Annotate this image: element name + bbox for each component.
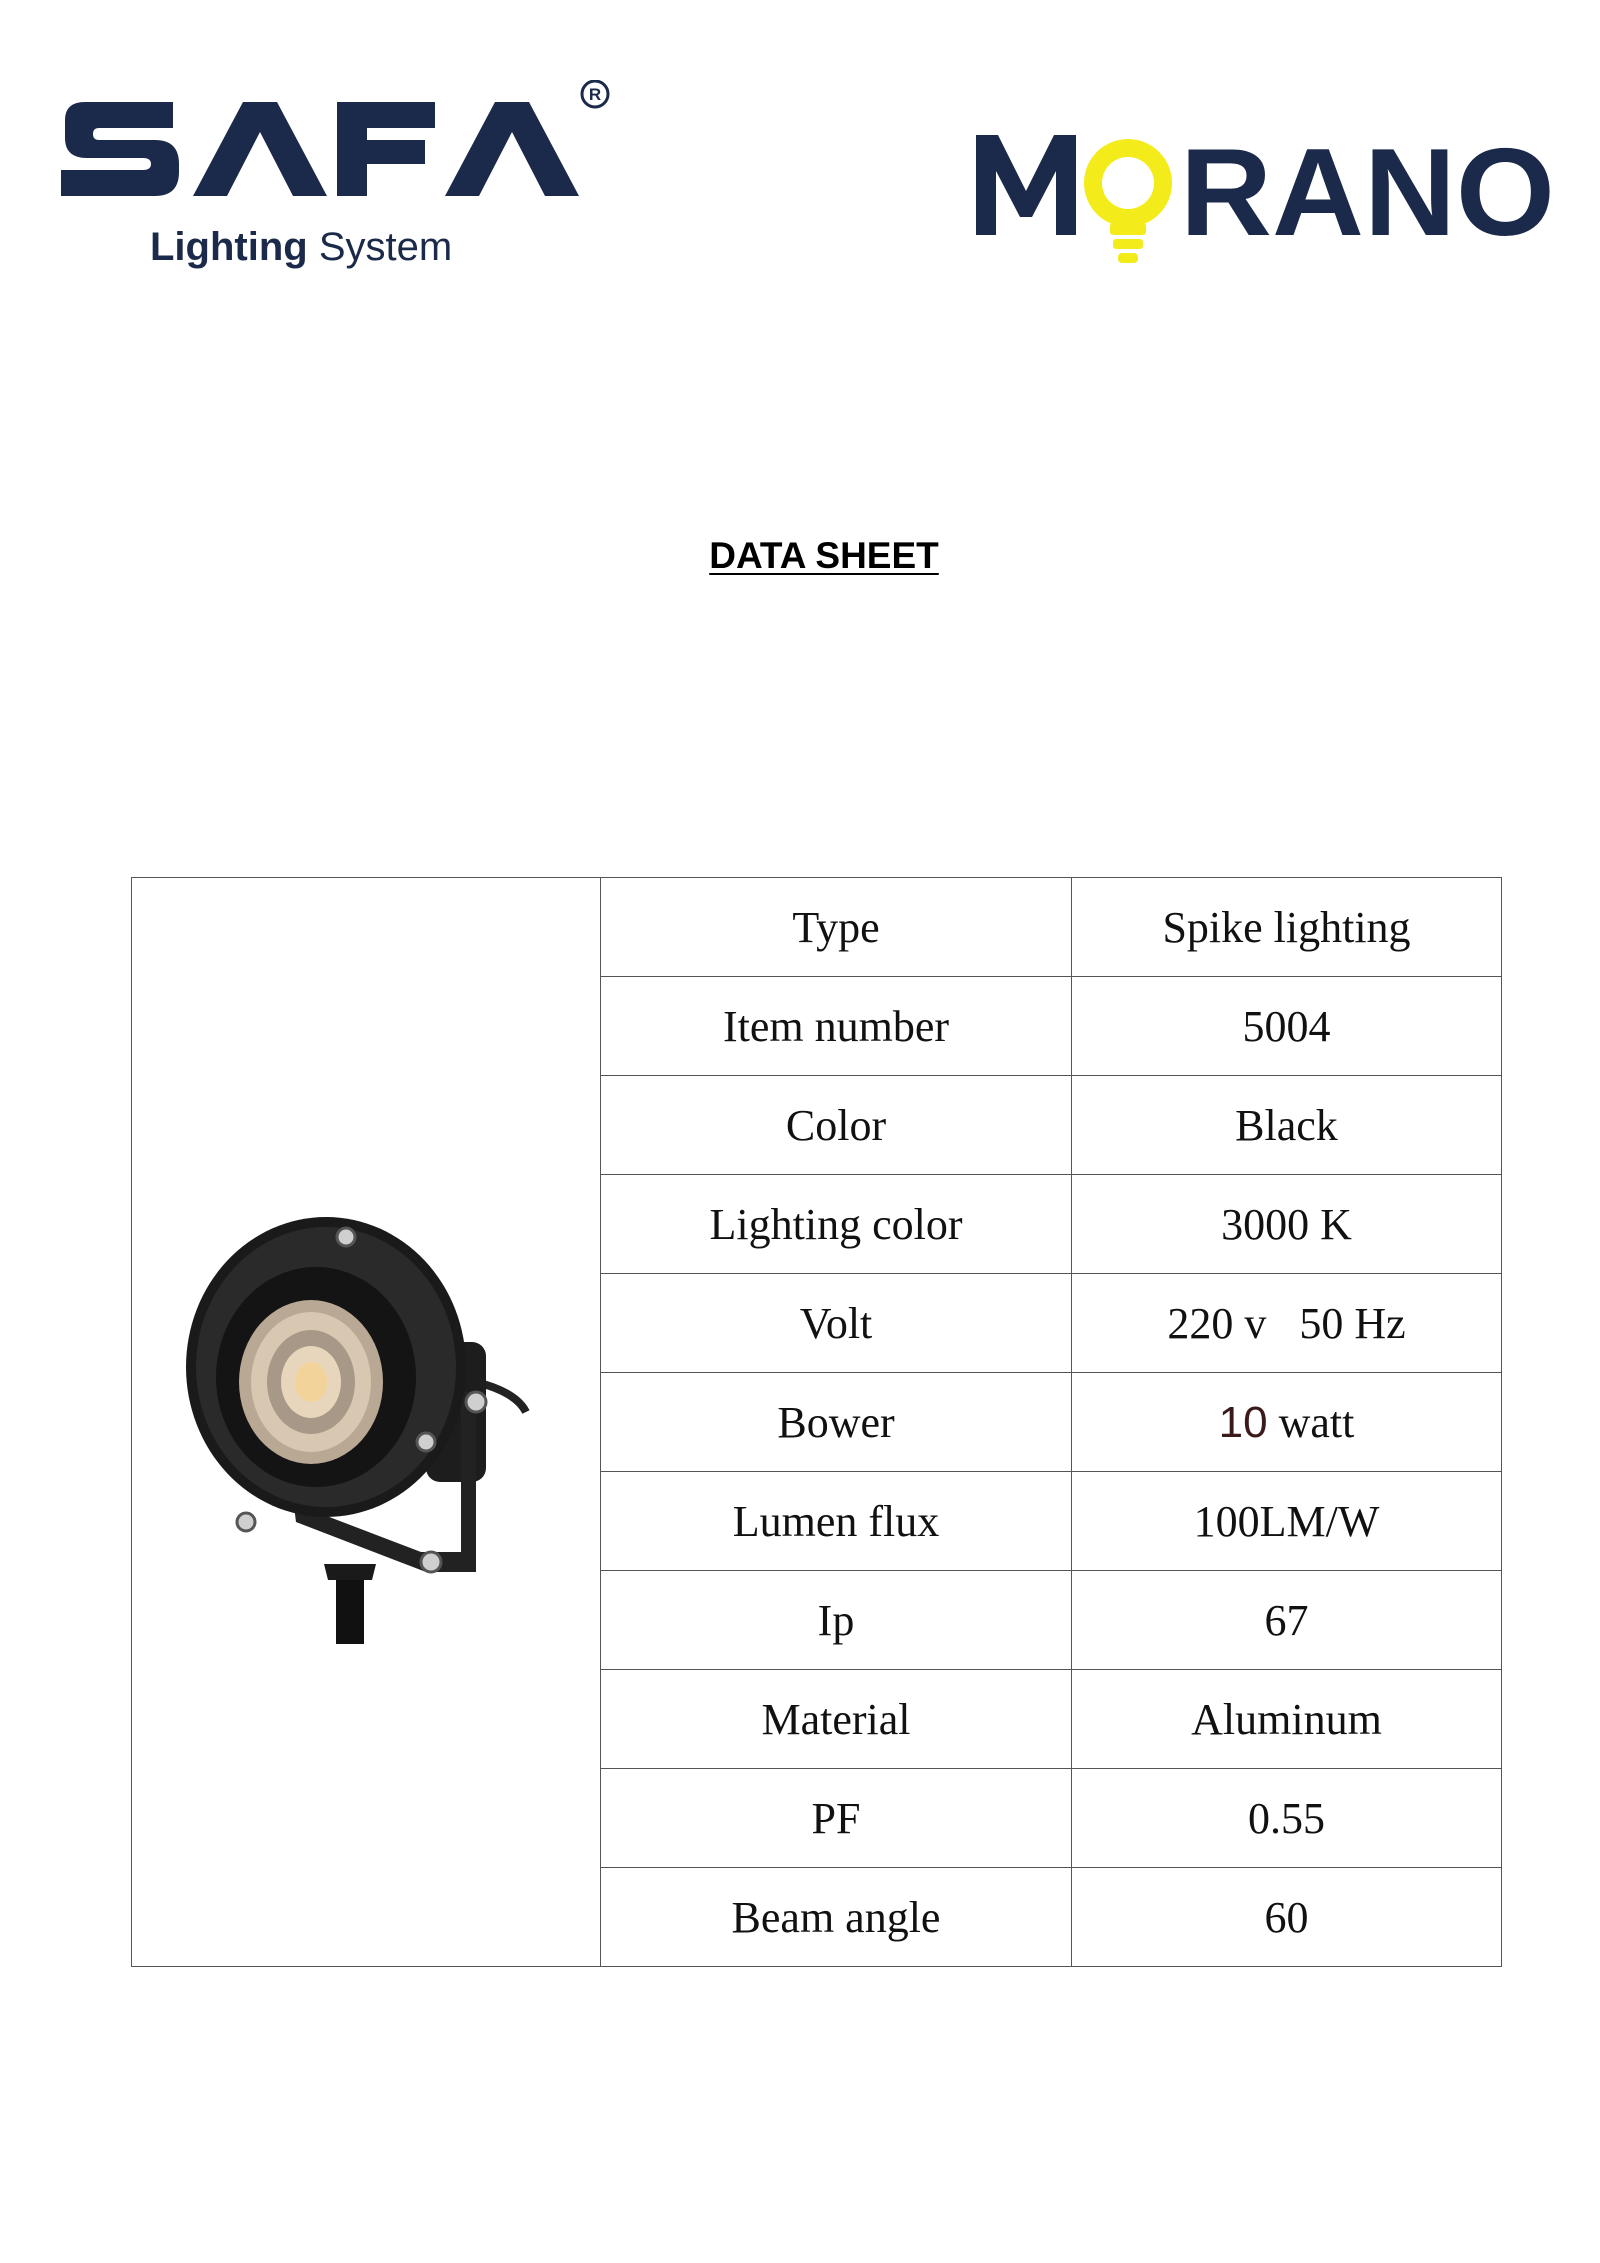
spec-label: Color <box>601 1076 1072 1175</box>
table-row <box>132 878 1502 977</box>
spec-value: 5004 <box>1072 977 1502 1076</box>
spec-label: PF <box>601 1769 1072 1868</box>
spec-value: 0.55 <box>1072 1769 1502 1868</box>
spec-label: Bower <box>601 1373 1072 1472</box>
spec-value: Aluminum <box>1072 1670 1502 1769</box>
spec-value: Spike lighting <box>1072 878 1502 977</box>
spec-label: Type <box>601 878 1072 977</box>
spec-value: 60 <box>1072 1868 1502 1967</box>
spike-light-photo <box>176 1192 556 1652</box>
spec-value: 67 <box>1072 1571 1502 1670</box>
spec-value <box>1072 1373 1502 1472</box>
safa-logo <box>55 80 615 285</box>
spec-label: Material <box>601 1670 1072 1769</box>
spec-label: Ip <box>601 1571 1072 1670</box>
power-unit: watt <box>1278 1397 1355 1447</box>
svg-text:Lighting System: Lighting System <box>150 225 453 269</box>
spec-label: Lumen flux <box>601 1472 1072 1571</box>
spec-value: 3000 K <box>1072 1175 1502 1274</box>
spec-value: Black <box>1072 1076 1502 1175</box>
spec-value: 100LM/W <box>1072 1472 1502 1571</box>
spec-label: Lighting color <box>601 1175 1072 1274</box>
spec-table <box>131 877 1502 1967</box>
spec-label: Beam angle <box>601 1868 1072 1967</box>
spec-value: 220 v 50 Hz <box>1072 1274 1502 1373</box>
product-photo-cell <box>132 878 601 1967</box>
svg-text:RANO: RANO <box>1180 125 1555 262</box>
svg-text:R: R <box>588 85 602 104</box>
power-number: 10 <box>1218 1397 1268 1447</box>
morano-logo <box>970 125 1560 275</box>
spec-label: Item number <box>601 977 1072 1076</box>
page-title: DATA SHEET <box>709 535 939 576</box>
spec-label: Volt <box>601 1274 1072 1373</box>
